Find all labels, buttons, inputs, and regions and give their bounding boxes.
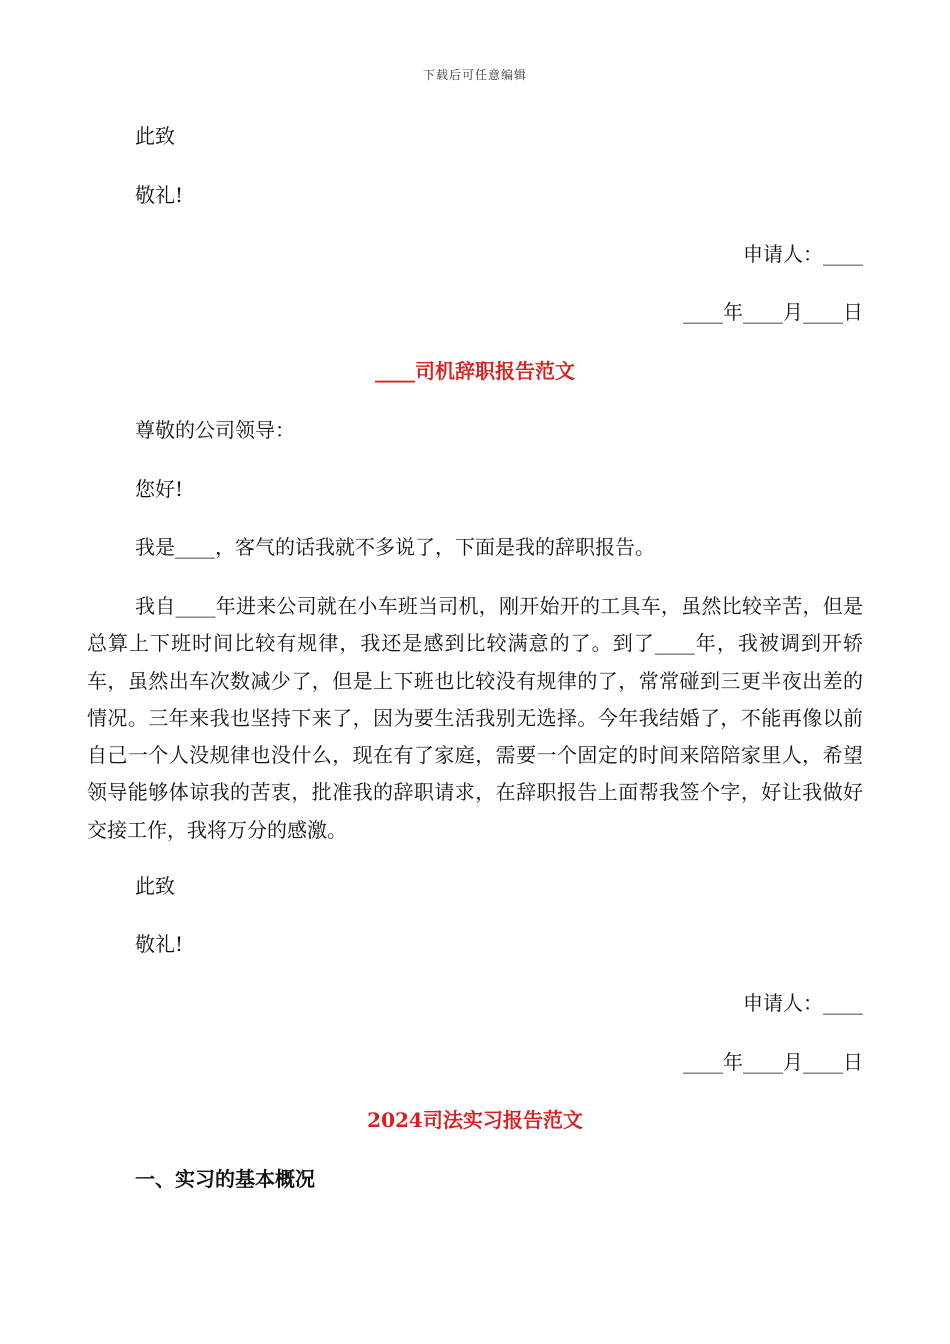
letter-intro: 我是____，客气的话我就不多说了，下面是我的辞职报告。 xyxy=(135,535,655,559)
section-heading: 一、实习的基本概况 xyxy=(135,1167,315,1191)
header-note: 下载后可任意编辑 xyxy=(422,68,527,82)
closing-salutation: 此致 xyxy=(135,124,175,148)
letter-body-paragraph: 我自____年进来公司就在小车班当司机，刚开始开的工具车，虽然比较辛苦，但是总算上下班时间比较有规律，我还是感到比较满意的了。到了____年，我被调到开轿车，虽然出车次数减少了，但是上下班也比较没有规律的了，常常碰到三更半夜出差的情况。三年来我也坚持下来了，因为要生活我别无选择。今年我结婚了，不能再像以前自己一个人没规律也没什么，现在有了家庭，需要一个固定的时间来陪陪家里人，希望领导能够体谅我的苦衷，批准我的辞职请求，在辞职报告上面帮我签个字，好让我做好交接工作，我将万分的感激。 xyxy=(87,594,863,842)
letter-hello: 您好! xyxy=(135,477,184,501)
closing-regards: 敬礼! xyxy=(135,183,184,207)
letter-regards: 敬礼! xyxy=(135,932,184,956)
date-line: ____年____月____日 xyxy=(683,300,863,324)
letter-title: ____司机辞职报告范文 xyxy=(375,359,575,383)
letter-salutation: 此致 xyxy=(135,874,175,898)
letter-applicant-line: 申请人：____ xyxy=(743,991,863,1015)
applicant-line: 申请人：____ xyxy=(743,242,863,266)
letter-greeting: 尊敬的公司领导： xyxy=(135,418,295,442)
letter-date-line: ____年____月____日 xyxy=(683,1050,863,1074)
next-article-title: 2024司法实习报告范文 xyxy=(367,1108,583,1132)
